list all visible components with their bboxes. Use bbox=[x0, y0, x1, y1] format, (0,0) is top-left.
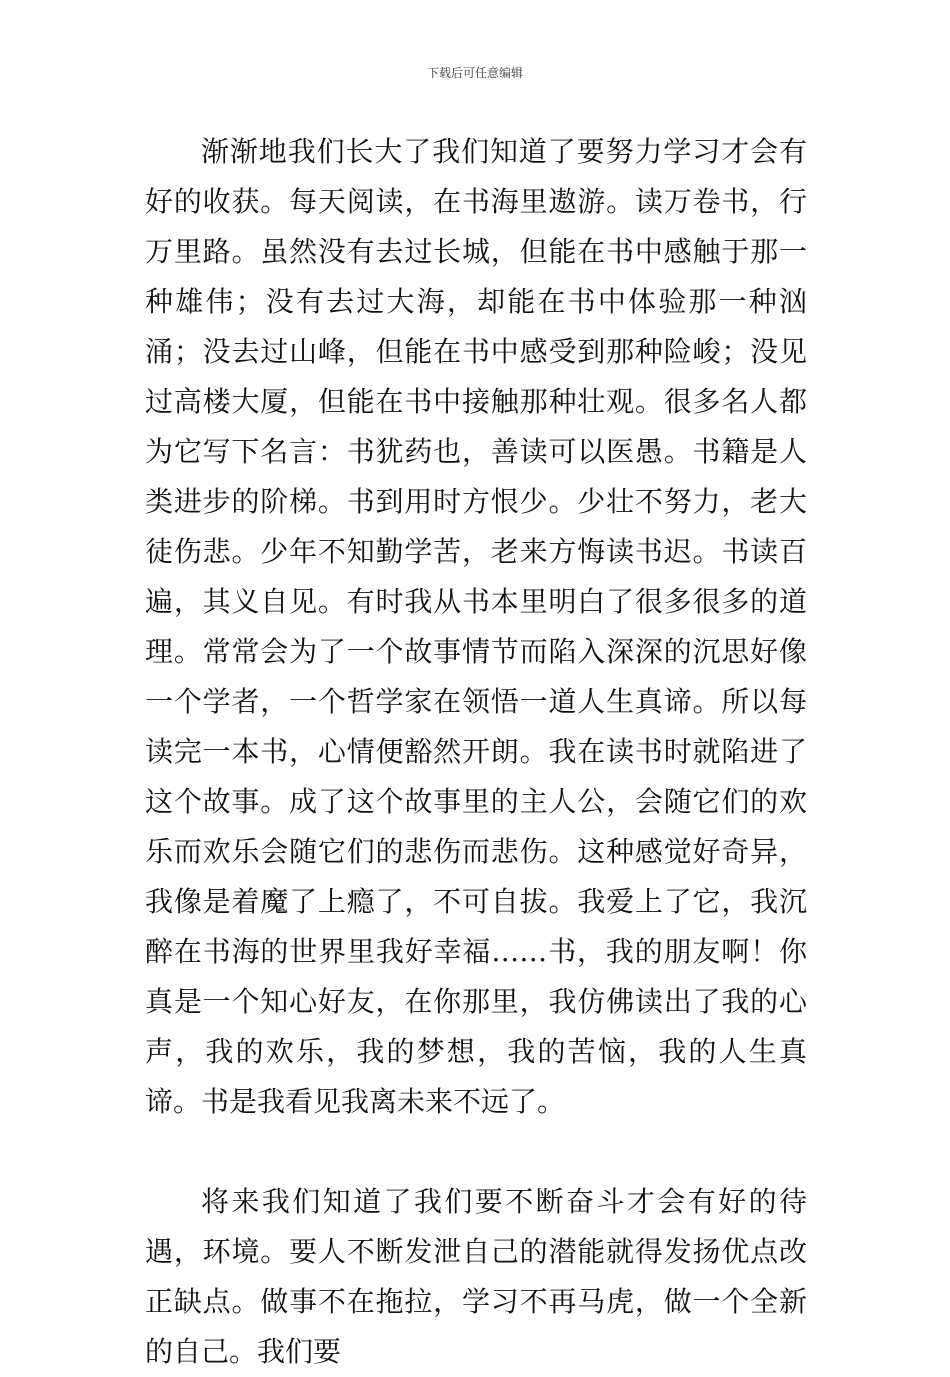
body-paragraph-1: 渐渐地我们长大了我们知道了要努力学习才会有好的收获。每天阅读，在书海里遨游。读万卷书，行万里路。虽然没有去过长城，但能在书中感触于那一种雄伟；没有去过大海，却能在书中体验那一种汹涌；没去过山峰，但能在书中感受到那种险峻；没见过高楼大厦，但能在书中接触那种壮观。很多名人都为它写下名言：书犹药也，善读可以医愚。书籍是人类进步的阶梯。书到用时方恨少。少壮不努力，老大徒伤悲。少年不知勤学苦，老来方悔读书迟。书读百遍，其义自见。有时我从书本里明白了很多很多的道理。常常会为了一个故事情节而陷入深深的沉思好像一个学者，一个哲学家在领悟一道人生真谛。所以每读完一本书，心情便豁然开朗。我在读书时就陷进了这个故事。成了这个故事里的主人公，会随它们的欢乐而欢乐会随它们的悲伤而悲伤。这种感觉好奇异，我像是着魔了上瘾了，不可自拔。我爱上了它，我沉醉在书海的世界里我好幸福……书，我的朋友啊！你真是一个知心好友，在你那里，我仿佛读出了我的心声，我的欢乐，我的梦想，我的苦恼，我的人生真谛。书是我看见我离未来不远了。 bbox=[145, 135, 807, 1118]
document-body bbox=[145, 127, 807, 1377]
body-paragraph-2: 将来我们知道了我们要不断奋斗才会有好的待遇，环境。要人不断发泄自己的潜能就得发扬优点改正缺点。做事不在拖拉，学习不再马虎，做一个全新的自己。我们要 bbox=[145, 1185, 807, 1368]
page-header-note: 下载后可任意编辑 bbox=[426, 66, 523, 80]
